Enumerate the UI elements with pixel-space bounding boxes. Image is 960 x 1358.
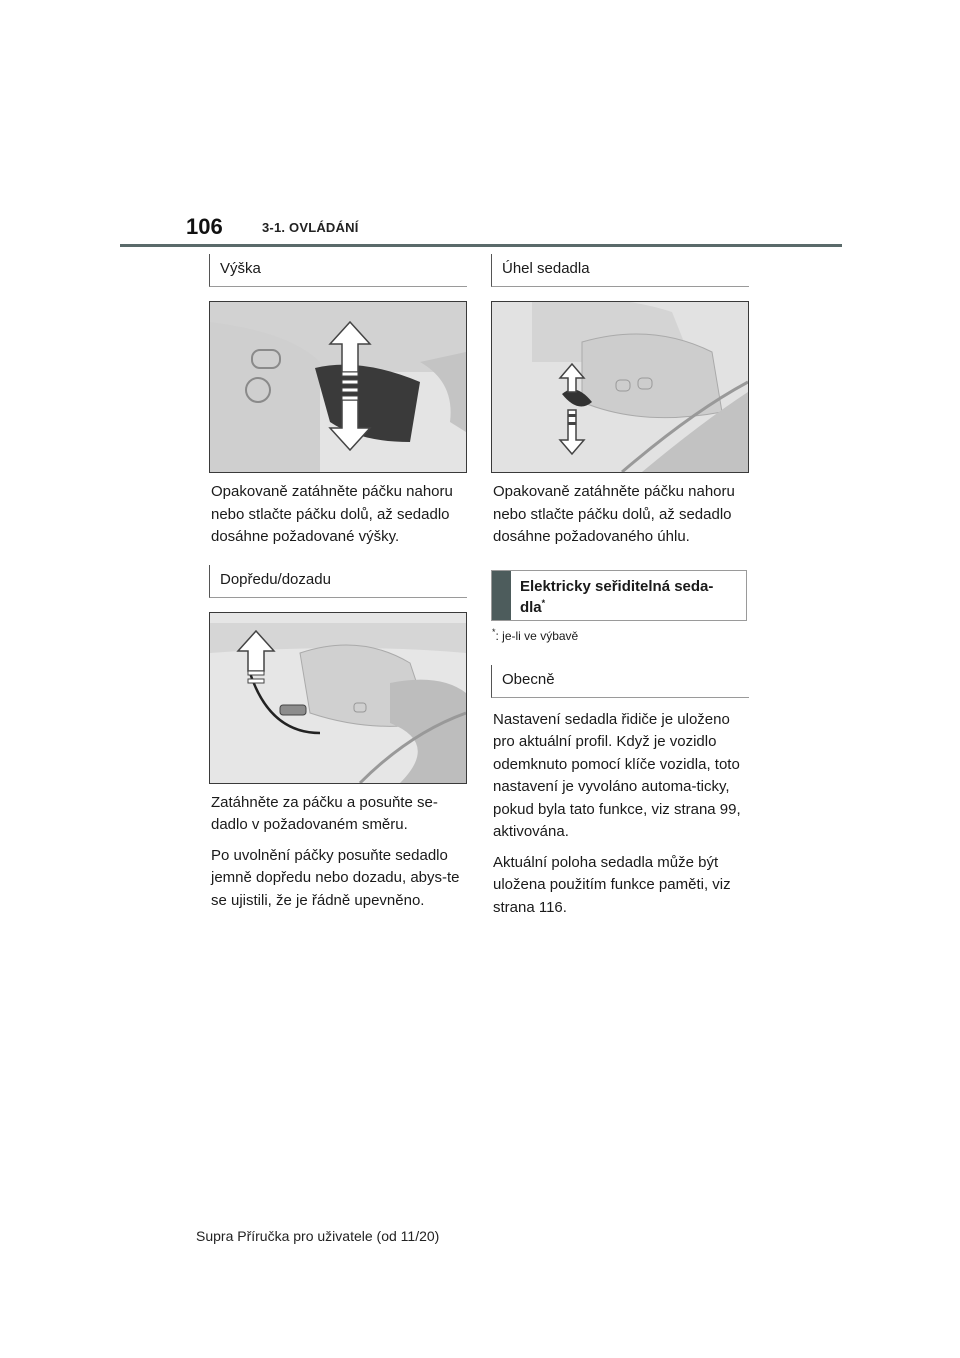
forward-instructions-1: Zatáhněte za páčku a posuňte se-dadlo v požadovaném směru. — [211, 793, 438, 833]
general-paragraph-2: Aktuální poloha sedadla může být uložena použitím funkce paměti, viz strana 116. — [493, 853, 731, 916]
heading-bar — [492, 571, 511, 620]
asterisk: * — [541, 597, 546, 608]
right-column — [491, 254, 749, 919]
electric-seats-heading-box — [491, 570, 747, 621]
angle-heading: Úhel sedadla — [491, 254, 749, 287]
page-number: 106 — [186, 214, 223, 239]
footer-text: Supra Příručka pro uživatele (od 11/20) — [196, 1228, 440, 1244]
forward-instructions-2: Po uvolnění páčky posuňte sedadlo jemně dopředu nebo dozadu, abys-te se ujistili, že je řádně upevněno. — [211, 846, 460, 909]
left-column — [209, 254, 467, 912]
general-paragraph-1: Nastavení sedadla řidiče je uloženo pro aktuální profil. Když je vozidlo odemknuto pomocí klíče vozidla, toto nastavení je vyvoláno automa-ticky, pokud byla tato funkce, viz strana 99, aktivována. — [493, 710, 741, 840]
angle-lever-image — [491, 301, 749, 473]
electric-seats-heading: Elektricky seřiditelná seda-dla* — [519, 577, 714, 616]
chapter-title: 3-1. OVLÁDÁNÍ — [262, 220, 359, 235]
optional-equipment-footnote: *: je-li ve výbavě — [492, 626, 579, 643]
height-lever-image — [209, 301, 467, 473]
forward-heading: Dopředu/dozadu — [209, 565, 467, 598]
angle-instructions: Opakovaně zatáhněte páčku nahoru nebo stlačte páčku dolů, až sedadlo dosáhne požadovaného úhlu. — [493, 483, 735, 545]
height-heading: Výška — [209, 254, 467, 287]
height-instructions: Opakovaně zatáhněte páčku nahoru nebo stlačte páčku dolů, až sedadlo dosáhne požadované výšky. — [211, 483, 453, 545]
forward-lever-image — [209, 612, 467, 784]
general-heading: Obecně — [491, 665, 749, 698]
header-rule — [120, 244, 842, 247]
